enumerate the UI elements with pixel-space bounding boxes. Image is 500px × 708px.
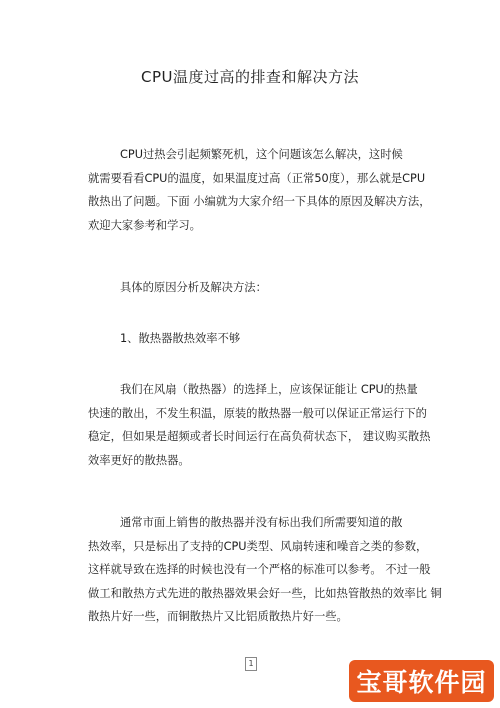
para2-line-3: 这样就导致在选择的时候也没有一个严格的标准可以参考。 不过一般 [88,563,431,576]
para2-line-1: 通常市面上销售的散热器并没有标出我们所需要知道的散 [120,516,403,529]
intro-line-1: CPU过热会引起频繁死机，这个问题该怎么解决，这时候 [120,148,403,161]
document-title: CPU温度过高的排查和解决方法 [141,68,359,86]
paragraph-1 [88,378,431,472]
section1-heading: 1、散热器散热效率不够 [120,332,241,345]
intro-line-4: 欢迎大家参考和学习。 [88,218,201,232]
analysis-heading: 具体的原因分析及解决方法： [120,281,267,294]
paragraph-2 [88,511,442,629]
intro-line-2: 就需要看看CPU的温度，如果温度过高（正常50度），那么就是CPU [88,171,426,185]
intro-line-3: 散热出了问题。下面 小编就为大家介绍一下具体的原因及解决方法， [88,195,431,208]
page-number: 1 [245,657,257,671]
para2-line-2: 热效率，只是标出了支持的CPU类型、风扇转速和噪音之类的参数， [88,539,428,553]
watermark-text: 宝哥软件园 [356,668,487,697]
para2-line-4: 做工和散热方式先进的散热器效果会好一些，比如热管散热的效率比 铜 [88,586,442,600]
para1-line-3: 稳定，但如果是超频或者长时间运行在高负荷状态下， 建议购买散热 [88,430,431,443]
intro-paragraph [88,143,431,237]
para1-line-2: 快速的散出，不发生积温，原装的散热器一般可以保证正常运行下的 [88,406,427,420]
analysis-heading-block [88,276,418,300]
site-watermark-logo [349,660,494,702]
para1-line-4: 效率更好的散热器。 [88,453,190,467]
section1-heading-block [88,327,418,351]
para2-line-5: 散热片好一些，而铜散热片又比铝质散热片好一些。 [88,610,348,623]
para1-line-1: 我们在风扇（散热器）的选择上，应该保证能让 CPU的热量 [120,383,418,396]
